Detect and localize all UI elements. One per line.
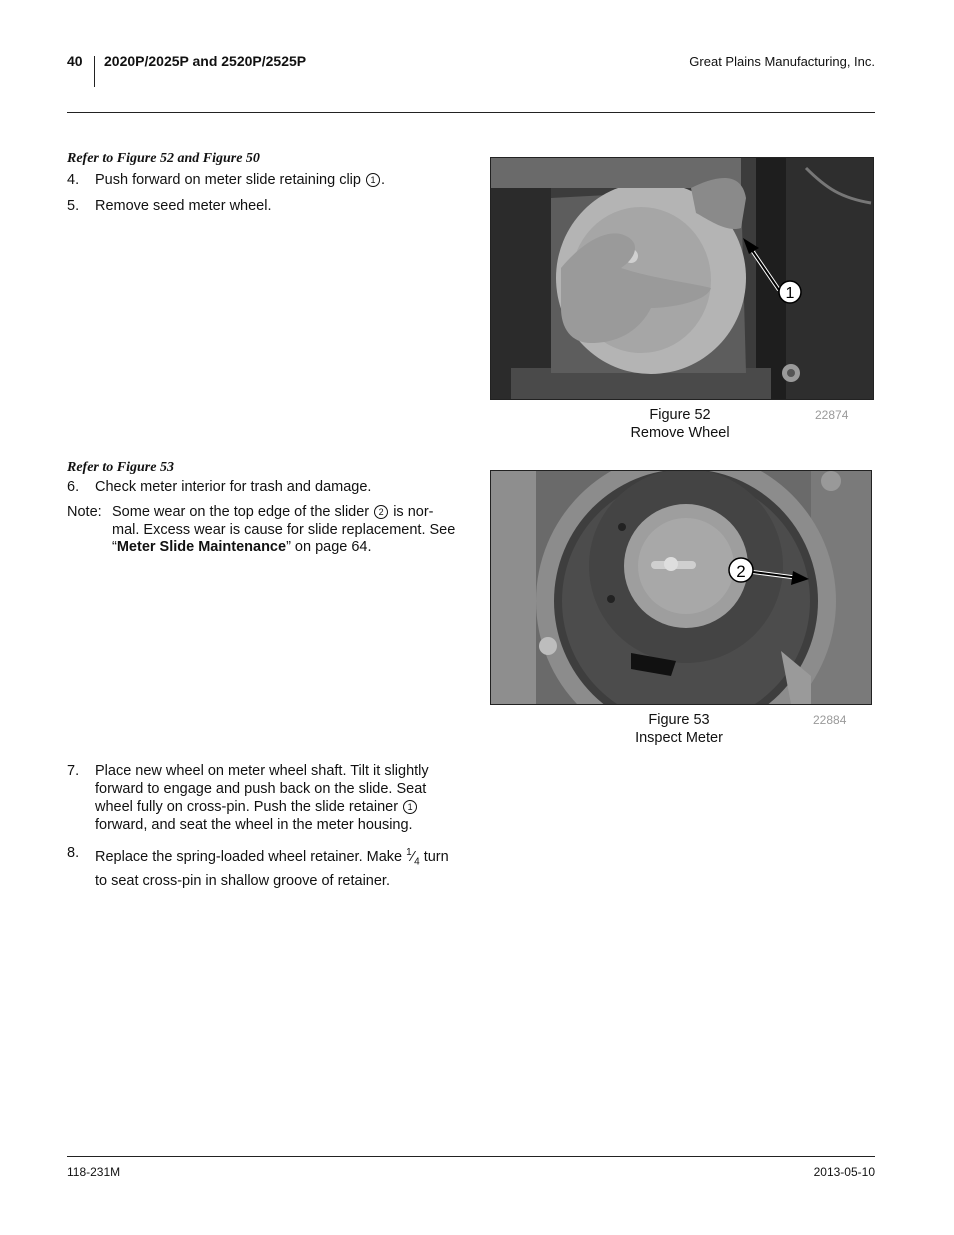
step-4-body: Push forward on meter slide retaining clip <box>95 172 361 188</box>
step-4 <box>67 171 457 191</box>
note-text-a: Some wear on the top edge of the slider <box>112 504 370 520</box>
figure-52-illustration <box>491 158 873 399</box>
step-7 <box>67 762 459 838</box>
step-5 <box>67 197 457 217</box>
step-6-text: Check meter interior for trash and damage. <box>95 479 372 495</box>
footer-doc-number: 118-231M <box>67 1165 121 1179</box>
figure-53-photo <box>490 470 872 705</box>
step-8-text-a: Replace the spring-loaded wheel retainer. Make <box>95 848 403 865</box>
figure-53-illustration <box>491 471 871 704</box>
step-7-text <box>95 762 455 834</box>
step-6-number: 6. <box>67 479 80 495</box>
footer-date: 2013-05-10 <box>813 1165 875 1179</box>
step-4-number: 4. <box>67 172 80 188</box>
refer-figure-52-50: Refer to Figure 52 and Figure 50 <box>67 151 260 166</box>
header-model-title: 2020P/2025P and 2520P/2525P <box>104 53 307 69</box>
refer-figure-53: Refer to Figure 53 <box>67 460 174 475</box>
step-5-number: 5. <box>67 198 80 214</box>
step-7-text-b: forward, and seat the wheel in the meter housing. <box>95 817 413 833</box>
step-4-period: . <box>381 172 386 188</box>
figure-53-caption-title: Inspect Meter <box>635 729 723 746</box>
meter-slide-maintenance-link[interactable]: Meter Slide Maintenance <box>116 539 287 555</box>
callout-1-inline-step7: 1 <box>403 800 417 814</box>
note-text <box>112 504 457 557</box>
figure-53-callout-2: 2 <box>736 562 746 581</box>
step-7-text-a: Place new wheel on meter wheel shaft. Tilt it slightly forward to engage and push back on the slide. Seat wheel fully on cross-pin. Push the slide retainer <box>95 763 429 815</box>
header-divider <box>94 56 95 87</box>
header-company: Great Plains Manufacturing, Inc. <box>689 54 875 69</box>
header-rule <box>67 112 875 113</box>
figure-52-image-id: 22874 <box>815 408 849 422</box>
step-8-text-b: turn to seat cross-pin in shallow groove of retainer. <box>95 848 449 889</box>
note-slider-wear <box>67 504 459 564</box>
note-text-c: ” on page 64. <box>286 539 372 555</box>
step-8-text: Replace the spring-loaded wheel retainer. Make $^1⁄_4$ turn to seat cross-pin in shallow groove of retainer. <box>95 847 449 889</box>
step-8-number: 8. <box>67 845 80 861</box>
figure-53-caption <box>599 712 759 747</box>
fraction-denominator: 4 <box>414 856 420 868</box>
figure-53-caption-number: Figure 53 <box>648 712 710 728</box>
step-8 <box>67 844 459 889</box>
footer-rule <box>67 1156 875 1157</box>
figure-52-caption <box>600 407 760 442</box>
page-number: 40 <box>67 53 83 69</box>
figure-52-caption-title: Remove Wheel <box>630 424 730 441</box>
step-5-text: Remove seed meter wheel. <box>95 198 272 214</box>
callout-2-inline: 2 <box>374 505 388 519</box>
note-text-b: is nor-mal. Excess wear is cause for slide replacement. See “ <box>112 504 456 555</box>
figure-53-image-id: 22884 <box>813 713 847 727</box>
step-7-number: 7. <box>67 763 80 779</box>
figure-52-photo <box>490 157 874 400</box>
step-6 <box>67 478 457 498</box>
note-label: Note: <box>67 504 102 520</box>
fraction-numerator: 1 <box>406 847 412 858</box>
figure-52-caption-number: Figure 52 <box>649 407 711 423</box>
figure-52-callout-1: 1 <box>785 285 795 302</box>
step-4-text <box>95 171 455 189</box>
callout-1-inline: 1 <box>366 173 380 187</box>
